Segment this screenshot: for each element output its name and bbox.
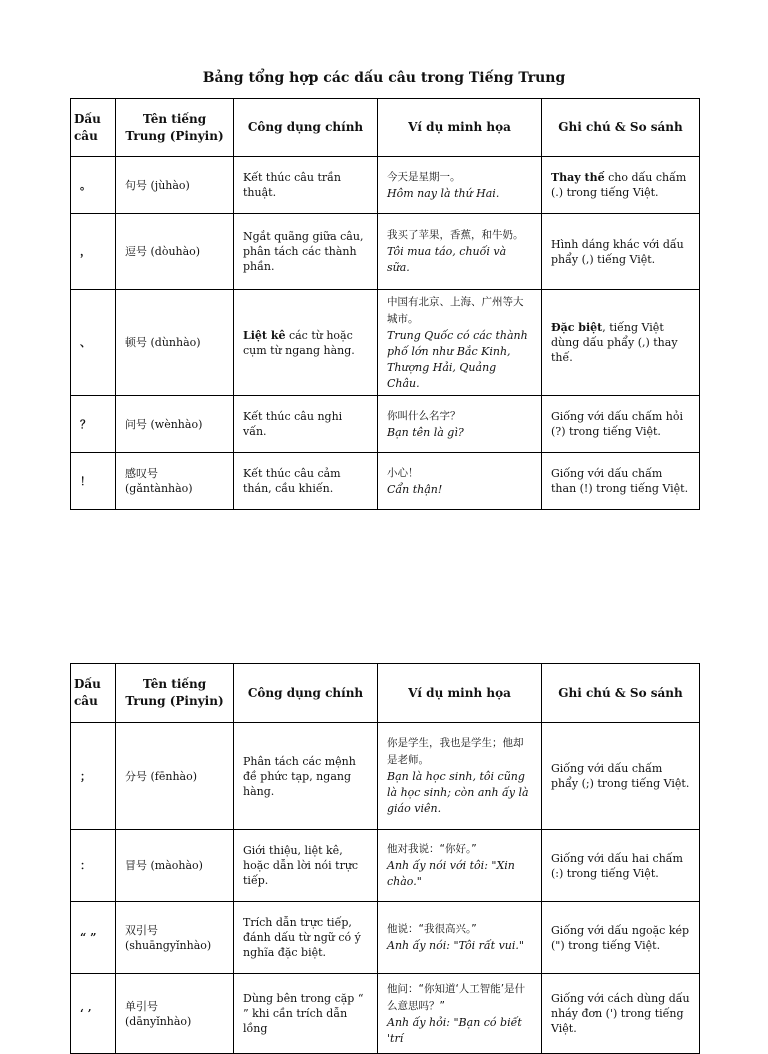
- table-row: [71, 214, 700, 290]
- table-row: [71, 974, 700, 1054]
- table-row: [71, 902, 700, 974]
- punct-note: [542, 830, 700, 902]
- punct-usage: [234, 723, 378, 830]
- example-vietnamese: Bạn tên là gì?: [387, 425, 464, 439]
- table-row: [71, 157, 700, 214]
- punct-example: [378, 157, 542, 214]
- punct-note: [542, 290, 700, 396]
- header-usage: Công dụng chính: [234, 99, 378, 157]
- punct-name: 句号 (jùhào): [116, 157, 234, 214]
- punct-name: 单引号 (dānyǐnhào): [116, 974, 234, 1054]
- punct-symbol: ，: [71, 214, 116, 290]
- punctuation-table-1: [70, 98, 700, 510]
- usage-text: Kết thúc câu trần thuật.: [243, 171, 341, 199]
- punct-note: [542, 723, 700, 830]
- example-vietnamese: Anh ấy hỏi: "Bạn có biết 'trí: [387, 1015, 522, 1045]
- punct-usage: [234, 290, 378, 396]
- example-vietnamese: Cẩn thận!: [387, 482, 443, 496]
- example-chinese: 你叫什么名字？: [387, 409, 461, 422]
- punct-name: 逗号 (dòuhào): [116, 214, 234, 290]
- punct-symbol: ？: [71, 396, 116, 453]
- header-name: Tên tiếng Trung (Pinyin): [116, 99, 234, 157]
- table-row: [71, 723, 700, 830]
- punct-usage: [234, 157, 378, 214]
- punct-example: [378, 214, 542, 290]
- punct-note: [542, 396, 700, 453]
- header-example: Ví dụ minh họa: [378, 99, 542, 157]
- punct-example: [378, 974, 542, 1054]
- usage-text: Kết thúc câu nghi vấn.: [243, 410, 343, 438]
- punct-example: [378, 453, 542, 510]
- punctuation-table-2: [70, 663, 700, 1054]
- punct-usage: [234, 453, 378, 510]
- example-vietnamese: Bạn là học sinh, tôi cũng là học sinh; còn anh ấy là giáo viên.: [387, 770, 529, 815]
- punct-example: [378, 902, 542, 974]
- example-vietnamese: Trung Quốc có các thành phố lớn như Bắc Kinh, Thượng Hải, Quảng Châu.: [387, 328, 528, 390]
- punct-symbol: ；: [71, 723, 116, 830]
- usage-text: các từ hoặc cụm từ ngang hàng.: [243, 328, 355, 357]
- example-chinese: 你是学生，我也是学生；他却是老师。: [387, 737, 524, 766]
- header-usage: Công dụng chính: [234, 664, 378, 723]
- punct-name: 分号 (fēnhào): [116, 723, 234, 830]
- punct-usage: [234, 830, 378, 902]
- note-text: cho dấu chấm (.) trong tiếng Việt.: [551, 171, 687, 199]
- note-text: Giống với dấu chấm than (!) trong tiếng Việt.: [551, 467, 689, 495]
- punct-note: [542, 902, 700, 974]
- usage-text: Phân tách các mệnh đề phức tạp, ngang hàng.: [243, 754, 356, 798]
- punct-name: 顿号 (dùnhào): [116, 290, 234, 396]
- document-title: Bảng tổng hợp các dấu câu trong Tiếng Trung: [202, 70, 566, 86]
- note-text: Giống với dấu hai chấm (:) trong tiếng Việt.: [551, 851, 683, 880]
- usage-bold: Liệt kê: [243, 328, 286, 342]
- header-row: [71, 664, 700, 723]
- usage-text: Dùng bên trong cặp “ ” khi cần trích dẫn lồng: [243, 992, 364, 1035]
- header-row: [71, 99, 700, 157]
- punct-symbol: ：: [71, 830, 116, 902]
- note-bold: Đặc biệt: [551, 321, 603, 334]
- punct-symbol: ！: [71, 453, 116, 510]
- punct-usage: [234, 902, 378, 974]
- note-text: Giống với dấu ngoặc kép (") trong tiếng Việt.: [551, 923, 690, 952]
- punct-example: [378, 290, 542, 396]
- punct-usage: [234, 396, 378, 453]
- header-symbol: Dấu câu: [71, 99, 116, 157]
- punct-usage: [234, 214, 378, 290]
- table-row: [71, 453, 700, 510]
- header-note: Ghi chú & So sánh: [542, 99, 700, 157]
- punct-note: [542, 974, 700, 1054]
- usage-text: Kết thúc câu cảm thán, cầu khiến.: [243, 467, 341, 495]
- punct-name: 感叹号 (gǎntànhào): [116, 453, 234, 510]
- note-bold: Thay thế: [551, 171, 605, 184]
- punct-name: 冒号 (màohào): [116, 830, 234, 902]
- punct-example: [378, 723, 542, 830]
- example-chinese: 他问：“你知道‘人工智能’是什么意思吗？”: [387, 982, 526, 1012]
- example-chinese: 他说：“我很高兴。”: [387, 923, 477, 935]
- header-example: Ví dụ minh họa: [378, 664, 542, 723]
- header-symbol: Dấu câu: [71, 664, 116, 723]
- punct-symbol: “ ”: [71, 902, 116, 974]
- note-text: , tiếng Việt dùng dấu phẩy (,) thay thế.: [551, 321, 678, 364]
- header-name: Tên tiếng Trung (Pinyin): [116, 664, 234, 723]
- usage-text: Giới thiệu, liệt kê, hoặc dẫn lời nói trực tiếp.: [243, 844, 359, 887]
- example-vietnamese: Anh ấy nói với tôi: "Xin chào.": [387, 859, 515, 888]
- note-text: Giống với cách dùng dấu nháy đơn (') trong tiếng Việt.: [551, 992, 690, 1035]
- punct-name: 问号 (wènhào): [116, 396, 234, 453]
- punct-symbol: ‘ ’: [71, 974, 116, 1054]
- table-row: [71, 290, 700, 396]
- note-text: Giống với dấu chấm phẩy (;) trong tiếng Việt.: [551, 762, 690, 790]
- usage-text: Trích dẫn trực tiếp, đánh dấu từ ngữ có ý nghĩa đặc biệt.: [243, 916, 361, 959]
- usage-text: Ngắt quãng giữa câu, phân tách các thành phần.: [243, 230, 364, 273]
- punct-symbol: 、: [71, 290, 116, 396]
- punct-note: [542, 214, 700, 290]
- punct-name: 双引号 (shuāngyǐnhào): [116, 902, 234, 974]
- punct-note: [542, 453, 700, 510]
- punct-symbol: 。: [71, 157, 116, 214]
- example-vietnamese: Tôi mua táo, chuối và sữa.: [387, 245, 507, 274]
- example-chinese: 中国有北京、上海、广州等大城市。: [387, 295, 524, 325]
- example-chinese: 我买了苹果，香蕉，和牛奶。: [387, 229, 524, 241]
- header-note: Ghi chú & So sánh: [542, 664, 700, 723]
- punct-note: [542, 157, 700, 214]
- example-vietnamese: Anh ấy nói: "Tôi rất vui.": [387, 939, 524, 952]
- example-chinese: 今天是星期一。: [387, 170, 461, 183]
- note-text: Hình dáng khác với dấu phẩy (,) tiếng Việt.: [551, 237, 684, 266]
- example-chinese: 小心！: [387, 466, 419, 479]
- example-chinese: 他对我说：“你好。”: [387, 843, 477, 855]
- punct-example: [378, 396, 542, 453]
- table-row: [71, 396, 700, 453]
- example-vietnamese: Hôm nay là thứ Hai.: [387, 186, 500, 200]
- note-text: Giống với dấu chấm hỏi (?) trong tiếng Việt.: [551, 410, 684, 438]
- punct-example: [378, 830, 542, 902]
- punct-usage: [234, 974, 378, 1054]
- table-row: [71, 830, 700, 902]
